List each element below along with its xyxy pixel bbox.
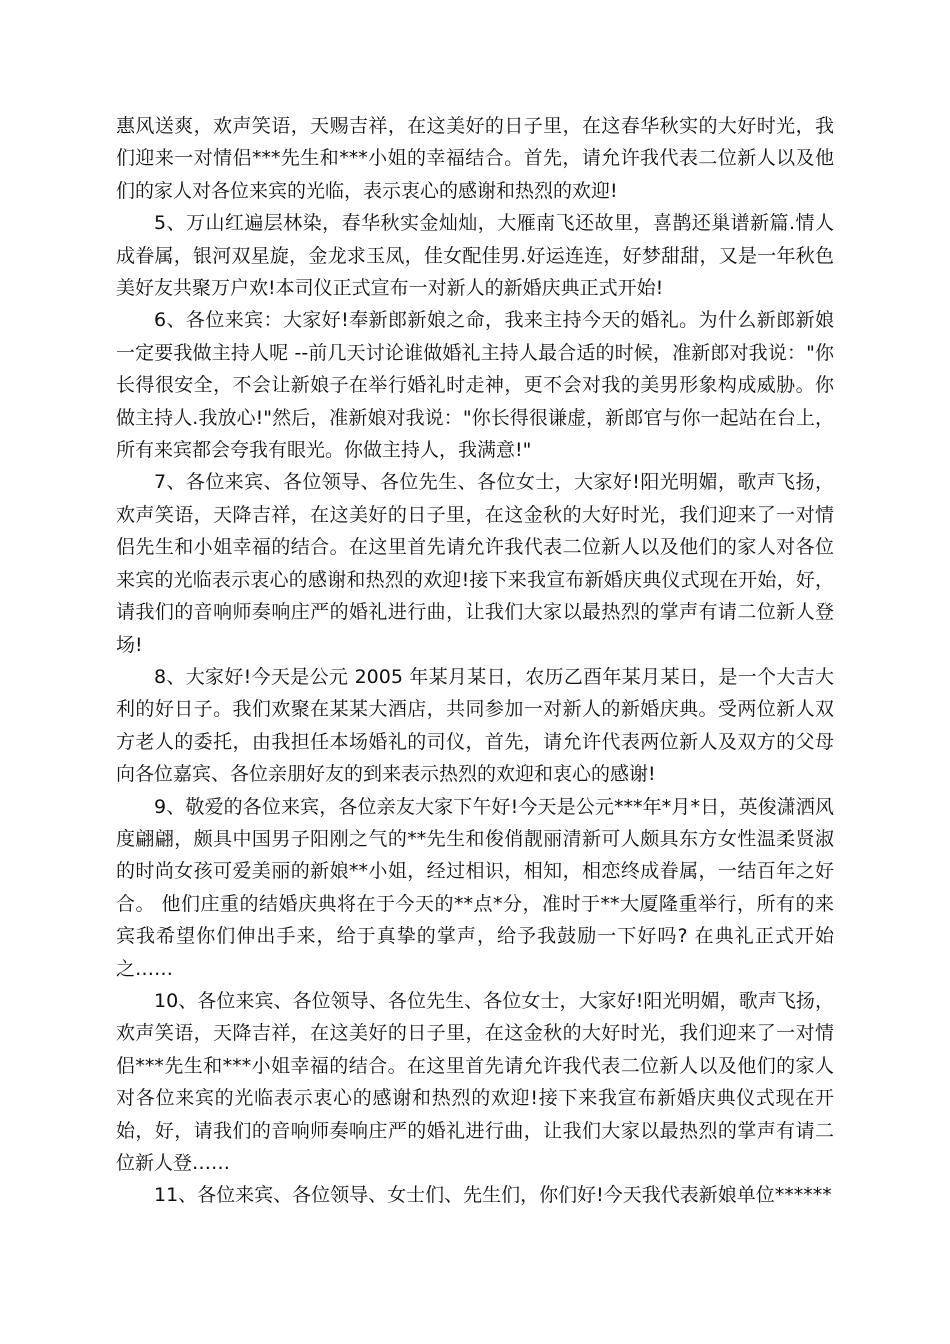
paragraph-continuation: 惠风送爽，欢声笑语，天赐吉祥，在这美好的日子里，在这春华秋实的大好时光，我们迎来一对情侣***先生和***小姐的幸福结合。首先，请允许我代表二位新人以及他们的家人对各位来宾的光临，表示衷心的感谢和热烈的欢迎!	[116, 115, 834, 202]
paragraph-item-11: 11、各位来宾、各位领导、女士们、先生们，你们好!今天我代表新娘单位******	[154, 1184, 832, 1207]
paragraph-item-6: 6、各位来宾：大家好!奉新郎新娘之命，我来主持今天的婚礼。为什么新郎新娘一定要我做主持人呢 --前几天讨论谁做婚礼主持人最合适的时候，准新郎对我说："你长得很安全，不会让新娘子在举行婚礼时走神，更不会对我的美男形象构成威胁。你做主持人.我放心!"然后，准新娘对我说："你长得很谦虚，新郎官与你一起站在台上，所有来宾都会夸我有眼光。你做主持人，我满意!"	[116, 309, 834, 462]
paragraph-item-5: 5、万山红遍层林染，春华秋实金灿灿，大雁南飞还故里，喜鹊还巢谱新篇.情人成眷属，银河双星旋，金龙求玉凤，佳女配佳男.好运连连，好梦甜甜，又是一年秋色美好友共聚万户欢!本司仪正式宣布一对新人的新婚庆典正式开始!	[116, 212, 834, 300]
paragraph-item-10: 10、各位来宾、各位领导、各位先生、各位女士，大家好!阳光明媚，歌声飞扬，欢声笑语，天降吉祥，在这美好的日子里，在这金秋的大好时光，我们迎来了一对情侣***先生和***小姐幸福的结合。在这里首先请允许我代表二位新人以及他们的家人对各位来宾的光临表示衷心的感谢和热烈的欢迎!接下来我宣布新婚庆典仪式现在开始，好，请我们的音响师奏响庄严的婚礼进行曲，让我们大家以最热烈的掌声有请二位新人登……	[116, 989, 834, 1174]
paragraph-item-7: 7、各位来宾、各位领导、各位先生、各位女士，大家好!阳光明媚，歌声飞扬，欢声笑语，天降吉祥，在这美好的日子里，在这金秋的大好时光，我们迎来了一对情侣先生和小姐幸福的结合。在这里首先请允许我代表二位新人以及他们的家人对各位来宾的光临表示衷心的感谢和热烈的欢迎!接下来我宣布新婚庆典仪式现在开始，好，请我们的音响师奏响庄严的婚礼进行曲，让我们大家以最热烈的掌声有请二位新人登场!	[116, 471, 834, 656]
document-body	[116, 110, 834, 1212]
paragraph-item-8: 8、大家好!今天是公元 2005 年某月某日，农历乙酉年某月某日，是一个大吉大利的好日子。我们欢聚在某某大酒店，共同参加一对新人的新婚庆典。受两位新人双方老人的委托，由我担任本场婚礼的司仪，首先，请允许代表两位新人及双方的父母向各位嘉宾、各位亲朋好友的到来表示热烈的欢迎和衷心的感谢!	[116, 665, 834, 786]
paragraph-item-9: 9、敬爱的各位来宾，各位亲友大家下午好!今天是公元***年*月*日，英俊潇洒风度翩翩，颇具中国男子阳刚之气的**先生和俊俏靓丽清新可人颇具东方女性温柔贤淑的时尚女孩可爱美丽的新娘**小姐，经过相识，相知，相恋终成眷属，一结百年之好合。 他们庄重的结婚庆典将在于今天的**点*分，准时于**大厦隆重举行，所有的来宾我希望你们伸出手来，给于真挚的掌声，给予我鼓励一下好吗? 在典礼正式开始之……	[116, 795, 834, 980]
